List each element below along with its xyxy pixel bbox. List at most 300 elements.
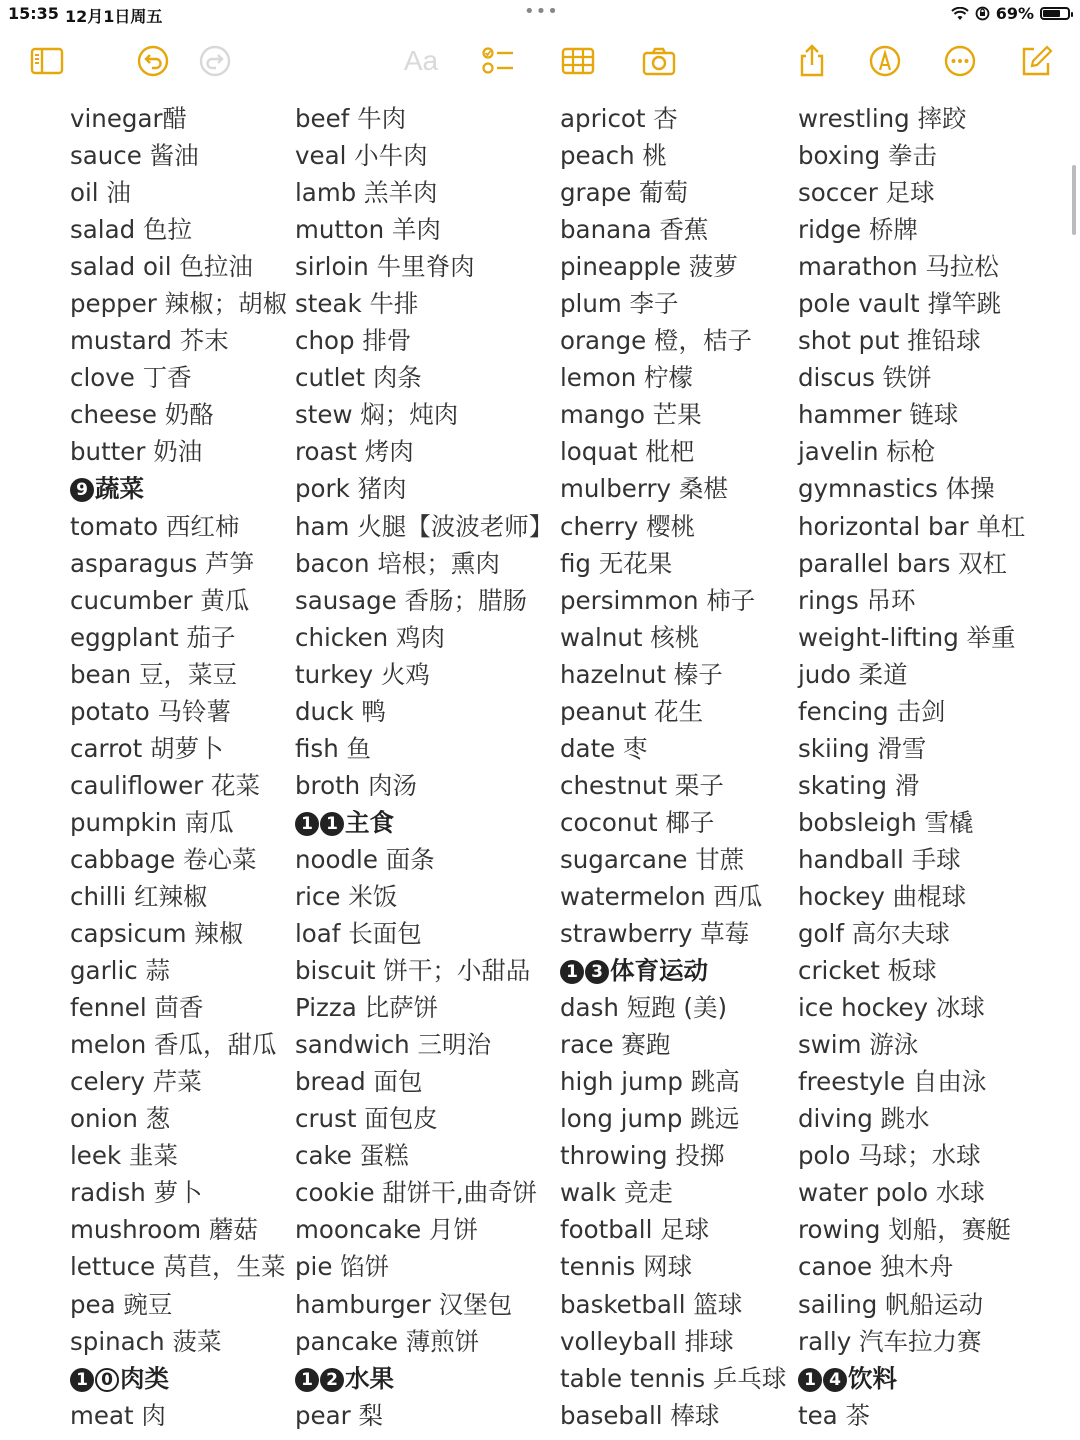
vocab-entry[interactable] bbox=[70, 693, 287, 730]
vocab-entry[interactable] bbox=[70, 396, 287, 433]
sidebar-toggle-icon[interactable] bbox=[28, 42, 66, 80]
share-icon[interactable] bbox=[793, 42, 831, 80]
vocab-text: pineapple 菠萝 bbox=[560, 252, 738, 282]
vocab-text: dash 短跑 (美) bbox=[560, 993, 728, 1023]
vocab-text: parallel bars 双杠 bbox=[798, 548, 1008, 578]
vocab-entry[interactable] bbox=[560, 1137, 786, 1174]
vocab-text: pancake 薄煎饼 bbox=[295, 1326, 480, 1356]
vocab-text: pork 猪肉 bbox=[295, 474, 407, 504]
vocab-entry[interactable] bbox=[295, 285, 553, 322]
vocab-entry[interactable] bbox=[295, 1397, 553, 1434]
vocab-text: celery 芹菜 bbox=[70, 1067, 202, 1097]
vocab-text: fish 鱼 bbox=[295, 733, 372, 763]
vocab-entry[interactable] bbox=[798, 211, 1025, 248]
vocab-text: bread 面包 bbox=[295, 1067, 423, 1097]
vocab-entry[interactable] bbox=[295, 470, 553, 507]
vocab-entry[interactable] bbox=[295, 915, 553, 952]
vocab-text: diving 跳水 bbox=[798, 1104, 930, 1134]
vocab-entry[interactable] bbox=[560, 433, 786, 470]
vocab-text: long jump 跳远 bbox=[560, 1104, 740, 1134]
vocab-entry[interactable] bbox=[798, 359, 1025, 396]
vocab-text: capsicum 辣椒 bbox=[70, 919, 244, 949]
vocab-entry[interactable] bbox=[560, 1174, 786, 1211]
vocab-text: javelin 标枪 bbox=[798, 437, 936, 467]
vocab-text: melon 香瓜，甜瓜 bbox=[70, 1030, 277, 1060]
vocab-entry[interactable] bbox=[295, 767, 553, 804]
vocab-text: spinach 菠菜 bbox=[70, 1326, 222, 1356]
vocab-entry[interactable] bbox=[560, 1248, 786, 1285]
vocab-text: mushroom 蘑菇 bbox=[70, 1215, 258, 1245]
vocab-entry[interactable] bbox=[70, 582, 287, 619]
vocab-text: cake 蛋糕 bbox=[295, 1141, 409, 1171]
vocab-text: peanut 花生 bbox=[560, 696, 704, 726]
vocab-entry[interactable] bbox=[560, 656, 786, 693]
vocab-entry[interactable] bbox=[798, 137, 1025, 174]
vocab-text: pea 豌豆 bbox=[70, 1289, 173, 1319]
vocab-text: oil 油 bbox=[70, 178, 131, 208]
vocab-text: plum 李子 bbox=[560, 289, 679, 319]
vocab-entry[interactable] bbox=[560, 396, 786, 433]
vocab-text: chop 排骨 bbox=[295, 326, 412, 356]
vocab-entry[interactable] bbox=[295, 1026, 553, 1063]
section-number-badge: 3 bbox=[585, 960, 609, 984]
vocab-text: turkey 火鸡 bbox=[295, 659, 430, 689]
vocab-text: baseball 棒球 bbox=[560, 1400, 720, 1430]
section-number-badge: 1 bbox=[320, 812, 344, 836]
vocab-entry[interactable] bbox=[798, 693, 1025, 730]
vocab-text: fennel 茴香 bbox=[70, 993, 204, 1023]
vocab-entry[interactable] bbox=[560, 1100, 786, 1137]
vocab-text: radish 萝卜 bbox=[70, 1178, 203, 1208]
vocab-text: table tennis 乒乓球 bbox=[560, 1363, 787, 1393]
vocab-entry[interactable] bbox=[560, 989, 786, 1026]
vocab-text: marathon 马拉松 bbox=[798, 252, 999, 282]
vocab-entry[interactable] bbox=[70, 1286, 287, 1323]
vocab-text: ridge 桥牌 bbox=[798, 215, 918, 245]
vocab-entry[interactable] bbox=[70, 211, 287, 248]
vocab-entry[interactable] bbox=[560, 508, 786, 545]
section-number-badge: 9 bbox=[70, 478, 94, 502]
battery-icon bbox=[1040, 7, 1070, 20]
vocab-entry[interactable] bbox=[560, 841, 786, 878]
vocab-entry[interactable] bbox=[295, 1211, 553, 1248]
vocab-entry[interactable] bbox=[295, 137, 553, 174]
vocab-text: lemon 柠檬 bbox=[560, 363, 694, 393]
vocab-entry[interactable] bbox=[798, 1174, 1025, 1211]
vocab-text: handball 手球 bbox=[798, 844, 961, 874]
vocab-entry[interactable] bbox=[560, 359, 786, 396]
vocab-text: cheese 奶酪 bbox=[70, 400, 214, 430]
vocab-entry[interactable] bbox=[560, 1323, 786, 1360]
vocab-entry[interactable] bbox=[70, 1397, 287, 1434]
vocab-entry[interactable] bbox=[295, 1063, 553, 1100]
section-header[interactable] bbox=[70, 1360, 287, 1397]
vocab-text: veal 小牛肉 bbox=[295, 141, 428, 171]
vocab-entry[interactable] bbox=[560, 693, 786, 730]
vocab-entry[interactable] bbox=[295, 1323, 553, 1360]
vocab-entry[interactable] bbox=[70, 359, 287, 396]
vocab-text: loquat 枇杷 bbox=[560, 437, 695, 467]
vocab-entry[interactable] bbox=[295, 1248, 553, 1285]
section-number-badge: 1 bbox=[295, 1368, 319, 1392]
section-number-badge: 0 bbox=[95, 1368, 119, 1392]
section-header[interactable] bbox=[70, 470, 287, 507]
vocab-text: tea 茶 bbox=[798, 1400, 870, 1430]
vocab-text: Pizza 比萨饼 bbox=[295, 993, 439, 1023]
vocab-entry[interactable] bbox=[295, 508, 553, 545]
vocab-entry[interactable] bbox=[798, 174, 1025, 211]
vocab-entry[interactable] bbox=[798, 1286, 1025, 1323]
column-3 bbox=[560, 100, 786, 1434]
vocab-text: mango 芒果 bbox=[560, 400, 702, 430]
undo-icon[interactable] bbox=[134, 42, 172, 80]
vocab-entry[interactable] bbox=[560, 1211, 786, 1248]
vocab-text: onion 葱 bbox=[70, 1104, 171, 1134]
vocab-text: walk 竞走 bbox=[560, 1178, 673, 1208]
vocab-text: butter 奶油 bbox=[70, 437, 203, 467]
vocab-text: polo 马球；水球 bbox=[798, 1141, 981, 1171]
vocab-entry[interactable] bbox=[798, 952, 1025, 989]
vocab-text: gymnastics 体操 bbox=[798, 474, 995, 504]
vocab-entry[interactable] bbox=[295, 100, 553, 137]
vocab-text: pole vault 撑竿跳 bbox=[798, 289, 1001, 319]
status-date: 12月1日周五 bbox=[65, 7, 163, 26]
vocab-entry[interactable] bbox=[70, 322, 287, 359]
vocab-entry[interactable] bbox=[70, 804, 287, 841]
vocab-text: weight-lifting 举重 bbox=[798, 622, 1016, 652]
vocab-entry[interactable] bbox=[560, 1397, 786, 1434]
vocab-text: swim 游泳 bbox=[798, 1030, 919, 1060]
vocab-entry[interactable] bbox=[798, 1248, 1025, 1285]
redo-icon[interactable] bbox=[196, 42, 234, 80]
vocab-text: wrestling 摔跤 bbox=[798, 104, 967, 133]
vocab-entry[interactable] bbox=[70, 878, 287, 915]
vocab-text: cricket 板球 bbox=[798, 956, 937, 986]
section-header[interactable] bbox=[798, 1360, 1025, 1397]
vocab-text: potato 马铃薯 bbox=[70, 696, 232, 726]
vocab-entry[interactable] bbox=[70, 433, 287, 470]
vocab-entry[interactable] bbox=[70, 656, 287, 693]
section-number-badge: 2 bbox=[320, 1368, 344, 1392]
column-1 bbox=[70, 100, 287, 1434]
vocab-text: beef 牛肉 bbox=[295, 104, 407, 133]
vocab-text: cherry 樱桃 bbox=[560, 511, 696, 541]
vocab-entry[interactable] bbox=[798, 433, 1025, 470]
vocab-entry[interactable] bbox=[798, 1100, 1025, 1137]
vocab-text: asparagus 芦笋 bbox=[70, 548, 255, 578]
vocab-text: meat 肉 bbox=[70, 1400, 166, 1430]
vocab-text: mustard 芥末 bbox=[70, 326, 229, 356]
vocab-text: sirloin 牛里脊肉 bbox=[295, 252, 475, 282]
vocab-entry[interactable] bbox=[798, 989, 1025, 1026]
vocab-text: throwing 投掷 bbox=[560, 1141, 725, 1171]
vocab-entry[interactable] bbox=[295, 656, 553, 693]
vocab-text: sailing 帆船运动 bbox=[798, 1289, 984, 1319]
vocab-text: ice hockey 冰球 bbox=[798, 993, 985, 1023]
vocab-text: mutton 羊肉 bbox=[295, 215, 441, 245]
vocab-entry[interactable] bbox=[560, 1063, 786, 1100]
vocab-entry[interactable] bbox=[560, 211, 786, 248]
vocab-entry[interactable] bbox=[798, 656, 1025, 693]
vocab-entry[interactable] bbox=[70, 1248, 287, 1285]
vocab-entry[interactable] bbox=[295, 174, 553, 211]
vocab-entry[interactable] bbox=[295, 359, 553, 396]
vocab-entry[interactable] bbox=[560, 1360, 786, 1397]
vocab-text: garlic 蒜 bbox=[70, 956, 171, 986]
vocab-text: freestyle 自由泳 bbox=[798, 1067, 987, 1097]
vocab-entry[interactable] bbox=[560, 804, 786, 841]
vocab-entry[interactable] bbox=[70, 952, 287, 989]
vocab-text: broth 肉汤 bbox=[295, 770, 417, 800]
vocab-entry[interactable] bbox=[70, 100, 287, 137]
vocab-entry[interactable] bbox=[798, 619, 1025, 656]
vocab-entry[interactable] bbox=[560, 174, 786, 211]
section-title: 肉类 bbox=[120, 1363, 169, 1393]
section-number-badge: 1 bbox=[560, 960, 584, 984]
vocab-entry[interactable] bbox=[560, 730, 786, 767]
vocab-entry[interactable] bbox=[798, 470, 1025, 507]
vocab-entry[interactable] bbox=[560, 915, 786, 952]
vocab-text: biscuit 饼干；小甜品 bbox=[295, 956, 531, 986]
vocab-entry[interactable] bbox=[560, 1026, 786, 1063]
status-right bbox=[951, 4, 1070, 23]
section-header[interactable] bbox=[295, 804, 553, 841]
compose-icon[interactable] bbox=[1017, 42, 1055, 80]
vocab-entry[interactable] bbox=[295, 730, 553, 767]
vocab-text: hazelnut 榛子 bbox=[560, 659, 723, 689]
vocab-text: walnut 核桃 bbox=[560, 622, 700, 652]
notes-toolbar bbox=[0, 36, 1080, 86]
vocab-text: canoe 独木舟 bbox=[798, 1252, 954, 1282]
vocab-text: volleyball 排球 bbox=[560, 1326, 734, 1356]
vocab-entry[interactable] bbox=[70, 545, 287, 582]
vocab-entry[interactable] bbox=[798, 100, 1025, 137]
vocab-text: vinegar醋 bbox=[70, 104, 188, 133]
vocab-entry[interactable] bbox=[798, 582, 1025, 619]
vocab-entry[interactable] bbox=[295, 433, 553, 470]
section-number-badge: 1 bbox=[798, 1368, 822, 1392]
vocab-entry[interactable] bbox=[70, 730, 287, 767]
vocab-entry[interactable] bbox=[560, 878, 786, 915]
vocab-entry[interactable] bbox=[295, 1100, 553, 1137]
checklist-icon[interactable] bbox=[479, 42, 517, 80]
vocab-entry[interactable] bbox=[560, 100, 786, 137]
vocab-text: crust 面包皮 bbox=[295, 1104, 438, 1134]
section-number-badge: 1 bbox=[70, 1368, 94, 1392]
vocab-entry[interactable] bbox=[70, 137, 287, 174]
section-title: 蔬菜 bbox=[95, 474, 144, 504]
vocab-entry[interactable] bbox=[295, 693, 553, 730]
vocab-entry[interactable] bbox=[560, 248, 786, 285]
vocab-text: tomato 西红柿 bbox=[70, 511, 240, 541]
vocab-entry[interactable] bbox=[560, 545, 786, 582]
vocab-text: football 足球 bbox=[560, 1215, 710, 1245]
vocab-text: salad 色拉 bbox=[70, 215, 192, 245]
vocab-text: bean 豆，菜豆 bbox=[70, 659, 237, 689]
vocab-entry[interactable] bbox=[70, 915, 287, 952]
table-icon[interactable] bbox=[559, 42, 597, 80]
vocab-entry[interactable] bbox=[798, 285, 1025, 322]
vocab-entry[interactable] bbox=[798, 1063, 1025, 1100]
vocab-entry[interactable] bbox=[798, 1026, 1025, 1063]
vocab-entry[interactable] bbox=[798, 767, 1025, 804]
status-time: 15:35 bbox=[8, 4, 59, 23]
vocab-entry[interactable] bbox=[798, 915, 1025, 952]
vocab-text: cutlet 肉条 bbox=[295, 363, 422, 393]
vocab-text: soccer 足球 bbox=[798, 178, 935, 208]
vocab-text: date 枣 bbox=[560, 733, 648, 763]
vocab-text: noodle 面条 bbox=[295, 844, 435, 874]
scroll-indicator[interactable] bbox=[1072, 165, 1076, 235]
status-bar bbox=[0, 0, 1080, 30]
vocab-entry[interactable] bbox=[295, 396, 553, 433]
vocab-entry[interactable] bbox=[798, 248, 1025, 285]
vocab-entry[interactable] bbox=[295, 1137, 553, 1174]
vocab-text: cauliflower 花菜 bbox=[70, 770, 261, 800]
vocab-entry[interactable] bbox=[70, 248, 287, 285]
vocab-entry[interactable] bbox=[295, 619, 553, 656]
vocab-text: fencing 击剑 bbox=[798, 696, 946, 726]
section-number-badge: 1 bbox=[295, 812, 319, 836]
vocab-entry[interactable] bbox=[798, 841, 1025, 878]
vocab-text: lamb 羔羊肉 bbox=[295, 178, 438, 208]
vocab-text: sugarcane 甘蔗 bbox=[560, 844, 745, 874]
vocab-entry[interactable] bbox=[70, 1211, 287, 1248]
vocab-text: skating 滑 bbox=[798, 770, 920, 800]
vocab-entry[interactable] bbox=[798, 804, 1025, 841]
vocab-text: peach 桃 bbox=[560, 141, 667, 171]
vocab-text: hockey 曲棍球 bbox=[798, 881, 967, 911]
vocab-text: cookie 甜饼干,曲奇饼 bbox=[295, 1178, 538, 1208]
vocab-entry[interactable] bbox=[798, 508, 1025, 545]
vocab-text: apricot 杏 bbox=[560, 104, 678, 133]
vocab-text: fig 无花果 bbox=[560, 548, 673, 578]
vocab-entry[interactable] bbox=[295, 248, 553, 285]
vocab-entry[interactable] bbox=[560, 137, 786, 174]
vocab-text: lettuce 莴苣，生菜 bbox=[70, 1252, 286, 1282]
vocab-text: pumpkin 南瓜 bbox=[70, 807, 234, 837]
vocab-entry[interactable] bbox=[560, 767, 786, 804]
vocab-entry[interactable] bbox=[70, 989, 287, 1026]
vocab-entry[interactable] bbox=[70, 1323, 287, 1360]
vocab-text: hammer 链球 bbox=[798, 400, 959, 430]
section-header[interactable] bbox=[560, 952, 786, 989]
vocab-text: tennis 网球 bbox=[560, 1252, 693, 1282]
vocab-entry[interactable] bbox=[70, 1174, 287, 1211]
markup-icon[interactable] bbox=[866, 42, 904, 80]
vocab-entry[interactable] bbox=[798, 1137, 1025, 1174]
vocab-text: persimmon 柿子 bbox=[560, 585, 756, 615]
vocab-entry[interactable] bbox=[798, 545, 1025, 582]
vocab-entry[interactable] bbox=[70, 767, 287, 804]
vocab-text: golf 高尔夫球 bbox=[798, 919, 950, 949]
vocab-entry[interactable] bbox=[798, 1323, 1025, 1360]
vocab-entry[interactable] bbox=[70, 1100, 287, 1137]
vocab-entry[interactable] bbox=[295, 322, 553, 359]
vocab-text: steak 牛排 bbox=[295, 289, 419, 319]
vocab-text: pie 馅饼 bbox=[295, 1252, 390, 1282]
vocab-entry[interactable] bbox=[560, 619, 786, 656]
vocab-text: cabbage 卷心菜 bbox=[70, 844, 257, 874]
multitasking-dots-icon[interactable]: ••• bbox=[524, 1, 559, 22]
column-4 bbox=[798, 100, 1025, 1434]
vocab-text: mulberry 桑椹 bbox=[560, 474, 728, 504]
vocab-entry[interactable] bbox=[798, 1211, 1025, 1248]
vocab-text: skiing 滑雪 bbox=[798, 733, 927, 763]
vocab-text: ham 火腿【波波老师】 bbox=[295, 511, 554, 541]
vocab-entry[interactable] bbox=[295, 582, 553, 619]
vocab-text: chicken 鸡肉 bbox=[295, 622, 445, 652]
vocab-entry[interactable] bbox=[70, 619, 287, 656]
vocab-text: water polo 水球 bbox=[798, 1178, 985, 1208]
vocab-entry[interactable] bbox=[295, 545, 553, 582]
vocab-text: sausage 香肠；腊肠 bbox=[295, 585, 527, 615]
vocab-text: discus 铁饼 bbox=[798, 363, 932, 393]
vocab-entry[interactable] bbox=[295, 952, 553, 989]
section-title: 体育运动 bbox=[610, 956, 708, 986]
vocab-text: grape 葡萄 bbox=[560, 178, 689, 208]
vocab-entry[interactable] bbox=[295, 1174, 553, 1211]
vocab-text: high jump 跳高 bbox=[560, 1067, 740, 1097]
vocab-entry[interactable] bbox=[798, 730, 1025, 767]
vocab-entry[interactable] bbox=[560, 582, 786, 619]
vocab-entry[interactable] bbox=[70, 1137, 287, 1174]
vocab-text: chilli 红辣椒 bbox=[70, 881, 208, 911]
vocab-entry[interactable] bbox=[798, 322, 1025, 359]
vocab-entry[interactable] bbox=[560, 285, 786, 322]
vocab-entry[interactable] bbox=[798, 1397, 1025, 1434]
camera-icon[interactable] bbox=[640, 42, 678, 80]
vocab-entry[interactable] bbox=[295, 878, 553, 915]
vocab-entry[interactable] bbox=[70, 285, 287, 322]
vocab-text: hamburger 汉堡包 bbox=[295, 1289, 513, 1319]
section-header[interactable] bbox=[295, 1360, 553, 1397]
battery-percent: 69% bbox=[995, 4, 1034, 23]
vocab-entry[interactable] bbox=[560, 322, 786, 359]
vocab-entry[interactable] bbox=[798, 396, 1025, 433]
vocab-text: carrot 胡萝卜 bbox=[70, 733, 224, 763]
vocab-entry[interactable] bbox=[798, 878, 1025, 915]
format-button[interactable]: Aa bbox=[403, 45, 439, 76]
vocab-text: race 赛跑 bbox=[560, 1030, 671, 1060]
vocab-entry[interactable] bbox=[560, 1286, 786, 1323]
vocab-text: coconut 椰子 bbox=[560, 807, 715, 837]
vocab-text: orange 橙，桔子 bbox=[560, 326, 753, 356]
more-options-icon[interactable] bbox=[941, 42, 979, 80]
column-2 bbox=[295, 100, 553, 1434]
vocab-entry[interactable] bbox=[295, 211, 553, 248]
vocab-text: clove 丁香 bbox=[70, 363, 192, 393]
vocab-entry[interactable] bbox=[70, 841, 287, 878]
vocab-entry[interactable] bbox=[295, 1286, 553, 1323]
vocab-entry[interactable] bbox=[295, 841, 553, 878]
section-number-badge: 4 bbox=[823, 1368, 847, 1392]
vocab-text: roast 烤肉 bbox=[295, 437, 414, 467]
vocab-text: rings 吊环 bbox=[798, 585, 916, 615]
vocab-text: banana 香蕉 bbox=[560, 215, 709, 245]
vocab-text: eggplant 茄子 bbox=[70, 622, 236, 652]
vocab-entry[interactable] bbox=[70, 1026, 287, 1063]
vocab-entry[interactable] bbox=[295, 989, 553, 1026]
vocab-text: bobsleigh 雪橇 bbox=[798, 807, 974, 837]
vocab-text: duck 鸭 bbox=[295, 696, 387, 726]
orientation-lock-icon bbox=[975, 6, 990, 21]
vocab-entry[interactable] bbox=[70, 508, 287, 545]
vocab-entry[interactable] bbox=[70, 174, 287, 211]
vocab-text: pepper 辣椒；胡椒 bbox=[70, 289, 288, 319]
vocab-entry[interactable] bbox=[70, 1063, 287, 1100]
vocab-entry[interactable] bbox=[560, 470, 786, 507]
